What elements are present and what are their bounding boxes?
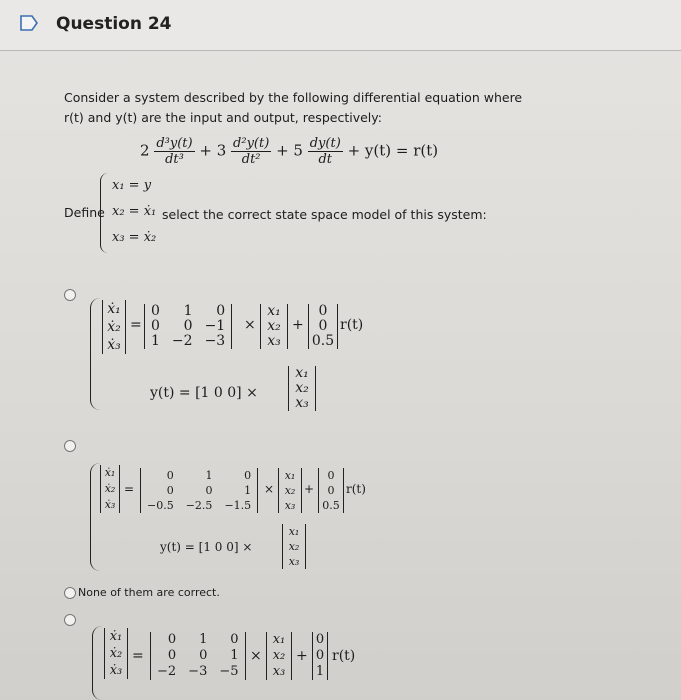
option-1-output: y(t) = [1 0 0] × xyxy=(150,385,258,401)
equation-tail: + y(t) = r(t) xyxy=(347,141,439,160)
second-derivative: $\frac{\text{d²y(t)}}{\text{dt²}}$ xyxy=(233,136,270,167)
option-2-matrix-a: 0 1 0 0 0 1 −0.5 −2.5 −1.5 xyxy=(140,468,258,513)
option-3-label[interactable]: None of them are correct. xyxy=(78,586,220,599)
flag-icon[interactable] xyxy=(20,15,38,31)
option-1-output-x: x₁ x₂ x₃ xyxy=(288,366,316,411)
define-line-3: x₃ = ẋ₂ xyxy=(112,230,157,245)
define-label: Define xyxy=(64,205,105,220)
option-4-matrix-a: 0 1 0 0 0 1 −2 −3 −5 xyxy=(150,632,246,680)
define-line-2: x₂ = ẋ₁ xyxy=(112,204,157,219)
option-2-b: 0 0 0.5 xyxy=(318,468,344,513)
option-2-radio[interactable] xyxy=(64,440,76,452)
plus-5: + 5 xyxy=(276,141,303,160)
option-1-b: 0 0 0.5 xyxy=(308,304,338,349)
question-stem xyxy=(64,88,544,128)
option-4-x: x₁ x₂ x₃ xyxy=(266,632,292,680)
option-1-radio[interactable] xyxy=(64,289,76,301)
option-4-b: 0 0 1 xyxy=(312,632,328,680)
option-4-xdot: ẋ₁ ẋ₂ ẋ₃ xyxy=(104,628,128,679)
question-title: Question 24 xyxy=(56,14,172,34)
option-1-matrix-a: 0 1 0 0 0 −1 1 −2 −3 xyxy=(144,304,232,349)
stem-line-1: Consider a system described by the following differential equation where xyxy=(64,90,523,105)
first-derivative: $\frac{dy(t)}{dt}$ xyxy=(309,136,341,167)
option-2-output: y(t) = [1 0 0] × xyxy=(160,540,253,554)
option-3-radio[interactable] xyxy=(64,587,76,599)
define-line-1: x₁ = y xyxy=(112,178,152,193)
option-1-xdot: ẋ₁ ẋ₂ ẋ₃ xyxy=(102,300,126,354)
define-brace xyxy=(100,173,111,253)
plus-3: + 3 xyxy=(199,141,227,160)
option-2-output-x: x₁ x₂ x₃ xyxy=(282,524,306,569)
option-2-x: x₁ x₂ x₃ xyxy=(278,468,302,513)
define-tail: select the correct state space model of this system: xyxy=(162,207,487,222)
question-header xyxy=(0,0,681,51)
third-derivative: $\frac{\text{d³y(t)}}{\text{dt³}}$ xyxy=(156,136,193,167)
differential-equation xyxy=(140,136,438,167)
coef-2: 2 xyxy=(140,141,150,160)
option-4-radio[interactable] xyxy=(64,614,76,626)
option-1-x: x₁ x₂ x₃ xyxy=(260,304,288,349)
question-page: Question 24 Consider a system described by the following differential equation where r(t) and y(t) are the input and output, respectively: 2 $\frac{\text{d³y(t)}}{\text{dt³}}$ + 3 $\frac{\text{d²y(t)}}{\text{dt²}}$ + 5 $\frac{dy(t)}{dt}$ + y(t) = r(t) Define x₁ = y x₂ = ẋ₁ x₃ = ẋ₂ select the correct state space model of this system: ẋ₁ ẋ₂ ẋ₃ = 0 1 0 0 0 −1 1 −2 −3 × x₁ x₂ x₃ + 0 0 0.5 r(t) y(t) = [1 0 0] × x₁ x₂ x₃ ẋ₁ ẋ₂ ẋ₃ = 0 1 0 0 0 1 −0.5 −2.5 −1.5 × x₁ x₂ x₃ + 0 0 0.5 r(t) y(t) = [1 0 0] × x₁ x₂ x₃ None of them are correct. ẋ₁ ẋ₂ ẋ₃ = 0 1 0 0 0 1 −2 −3 −5 × x₁ x₂ x₃ + 0 0 1 r(t) xyxy=(0,0,681,700)
option-2-xdot: ẋ₁ ẋ₂ ẋ₃ xyxy=(100,465,120,513)
stem-line-2: r(t) and y(t) are the input and output, respectively: xyxy=(64,110,382,125)
